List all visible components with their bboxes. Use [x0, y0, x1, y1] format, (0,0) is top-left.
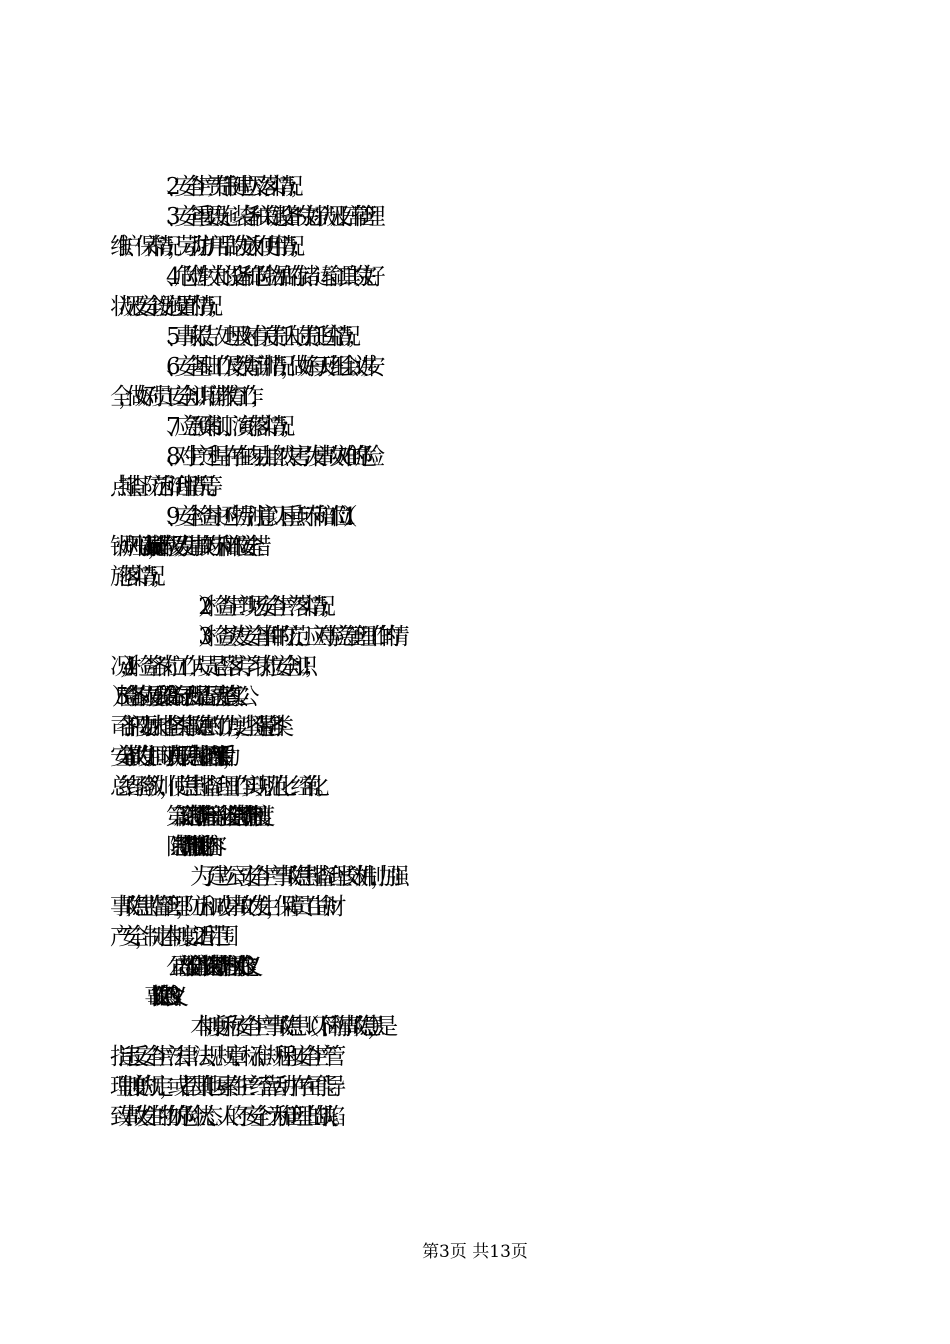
paragraph-line: 事故隐患监督管理，防止和减少事故的发生，保障员工生命财 [110, 894, 332, 920]
paragraph-line: 施落实情况； [110, 564, 160, 590]
paragraph-line: 3、安全重要设施、装备和关键设备的完好状况及日常管理 [166, 204, 371, 230]
page-number-footer: 第3页 共13页 [422, 1242, 528, 1262]
paragraph-line: 2、安全生产责任制建立及落实情况； [166, 174, 298, 200]
paragraph-line: 况；（4）检查各岗位工作人员是否落实学习岗位安全知识； [110, 654, 312, 680]
document-body [110, 172, 845, 1132]
section-heading: 3.1事故隐患的含义 [166, 984, 170, 1010]
paragraph-line: （5）检查各岗位及重要设备的记录台账是否记录完整真实。公 [110, 684, 242, 710]
paragraph-line: 点排查、防范和治理情况等。 [110, 474, 217, 500]
paragraph-line: 致事故发生的物的危险状态、人的不安全行为和管理上的缺陷。 [110, 1104, 340, 1130]
paragraph-line: 4、危险性较大的设备和危险物品的存储、运输工具的完好 [166, 264, 371, 290]
paragraph-line: （2）检查生产现场安全生产落实情况； [190, 594, 330, 620]
paragraph-line: 理制度的规定，或者因其他因素在生产经营活动中存在可能导 [110, 1074, 332, 1100]
paragraph-line: 指违反安全生产法律、法规、规章、标准、规程和安全生产管 [110, 1044, 332, 1070]
paragraph-line: 为了建立公司安全生产事故隐患排查治理长效机制，加强 [190, 864, 396, 890]
paragraph-line: 锅炉风压情况，naoh搅拌等极易发生事故的环节和部位安全措 [110, 534, 255, 560]
section-heading: 隐患排查治理制度1目的和内容 [166, 834, 209, 860]
paragraph-line: 9、安全检查中还应特别注意以下重点环节和部位：（1） [166, 504, 351, 530]
paragraph-line: 司各部门要加大排查各类事故隐患的工作力度，坚持遏制各类 [110, 714, 278, 740]
paragraph-line: 状况及安全设施设置的情况； [110, 294, 217, 320]
paragraph-line: 维护、保养情况，劳动防护用品的发放和使用情况； [110, 234, 299, 260]
paragraph-line: 本制度所称安全生产事故隐患（以下简称事故隐患），是 [190, 1014, 384, 1040]
section-heading: 第三篇：隐患排查治理篇一：企业安全隐患排查治理制度 [166, 804, 257, 830]
paragraph-line: 产安全，制定本制度。2适用范围 [110, 924, 225, 950]
paragraph-line: 全，做好对员工安全知识培训教育工作； [110, 384, 258, 410]
paragraph-line: （3）检查突发安全事件的防范、应对等应急管理工作的情 [190, 624, 395, 650]
paragraph-line: 5、事故报告、处理及对有关责任人的责任追究情况； [166, 324, 355, 350]
paragraph-line: 7、应急预案制订、演练落实情况； [166, 414, 289, 440]
paragraph-line: 安全事故的发生。同时认真开展隐患排查治理“回头看”活动， [110, 744, 228, 770]
paragraph-line: 8、对生产过程中存在的易由自然灾害引发事故灾难的危险 [166, 444, 371, 470]
paragraph-line: 公司内部安全生产事故隐患排查治理相关工作。3定义 [166, 954, 245, 980]
paragraph-line: 6、安全基础工作及教育培训情况，做好每天班组会议讲安 [166, 354, 371, 380]
paragraph-line: 总结经验教训，使隐患排查治理工作实现规范化、经常化。 [110, 774, 324, 800]
